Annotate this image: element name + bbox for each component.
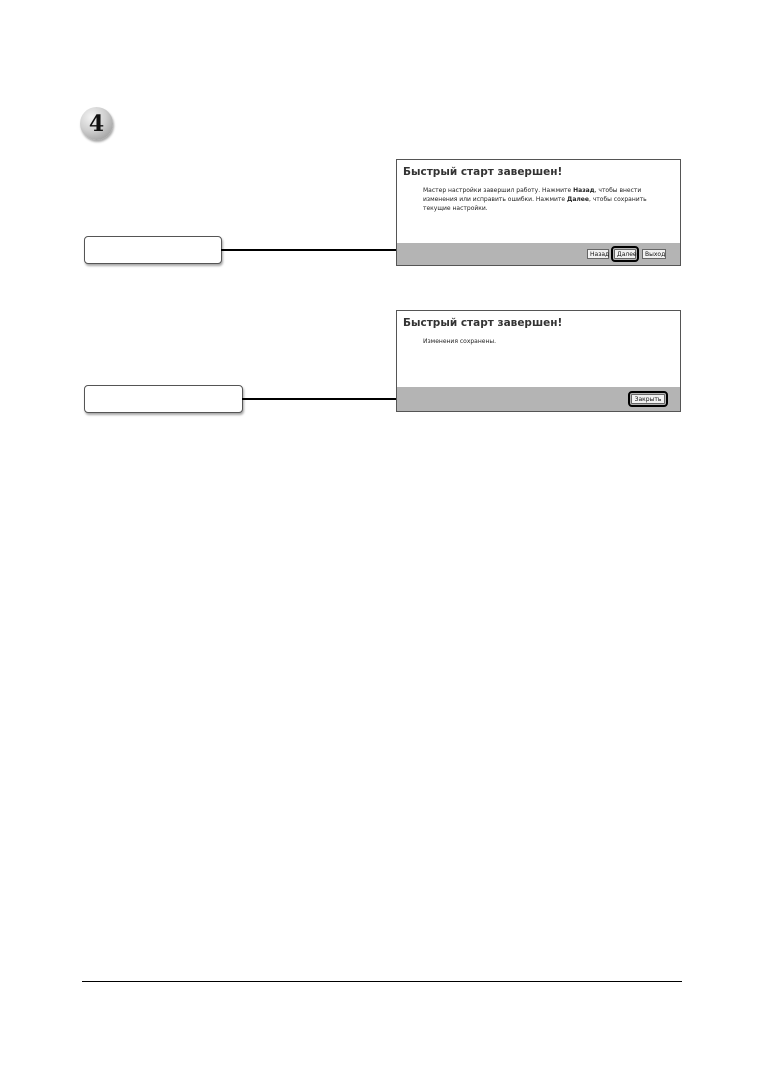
back-button[interactable]: Назад [587, 249, 609, 259]
panel-button-bar [397, 387, 680, 411]
changes-saved-panel [396, 310, 681, 412]
panel-title: Быстрый старт завершен! [403, 317, 563, 329]
callout-box-1 [84, 236, 222, 264]
message-part: , чтобы сохранить текущие настройки. [423, 196, 647, 212]
callout-box-2 [84, 385, 243, 413]
next-keyword: Далее [567, 196, 589, 203]
message-part: Мастер настройки завершил работу. Нажмите [423, 187, 574, 194]
quick-setup-complete-panel [396, 159, 681, 266]
exit-button[interactable]: Выход [642, 249, 666, 259]
back-keyword: Назад [573, 187, 595, 194]
next-button[interactable]: Далее [614, 249, 636, 259]
step-number: 4 [88, 110, 105, 137]
message-part: , чтобы внести изменения или исправить ошибки. Нажмите [423, 187, 642, 203]
panel-button-bar [397, 243, 680, 265]
panel-message [423, 186, 675, 213]
page-footer-rule [82, 981, 682, 982]
close-button[interactable]: Закрыть [631, 394, 665, 404]
step-number-badge [80, 107, 113, 140]
panel-title: Быстрый старт завершен! [403, 166, 563, 178]
panel-message: Изменения сохранены. [423, 338, 497, 345]
